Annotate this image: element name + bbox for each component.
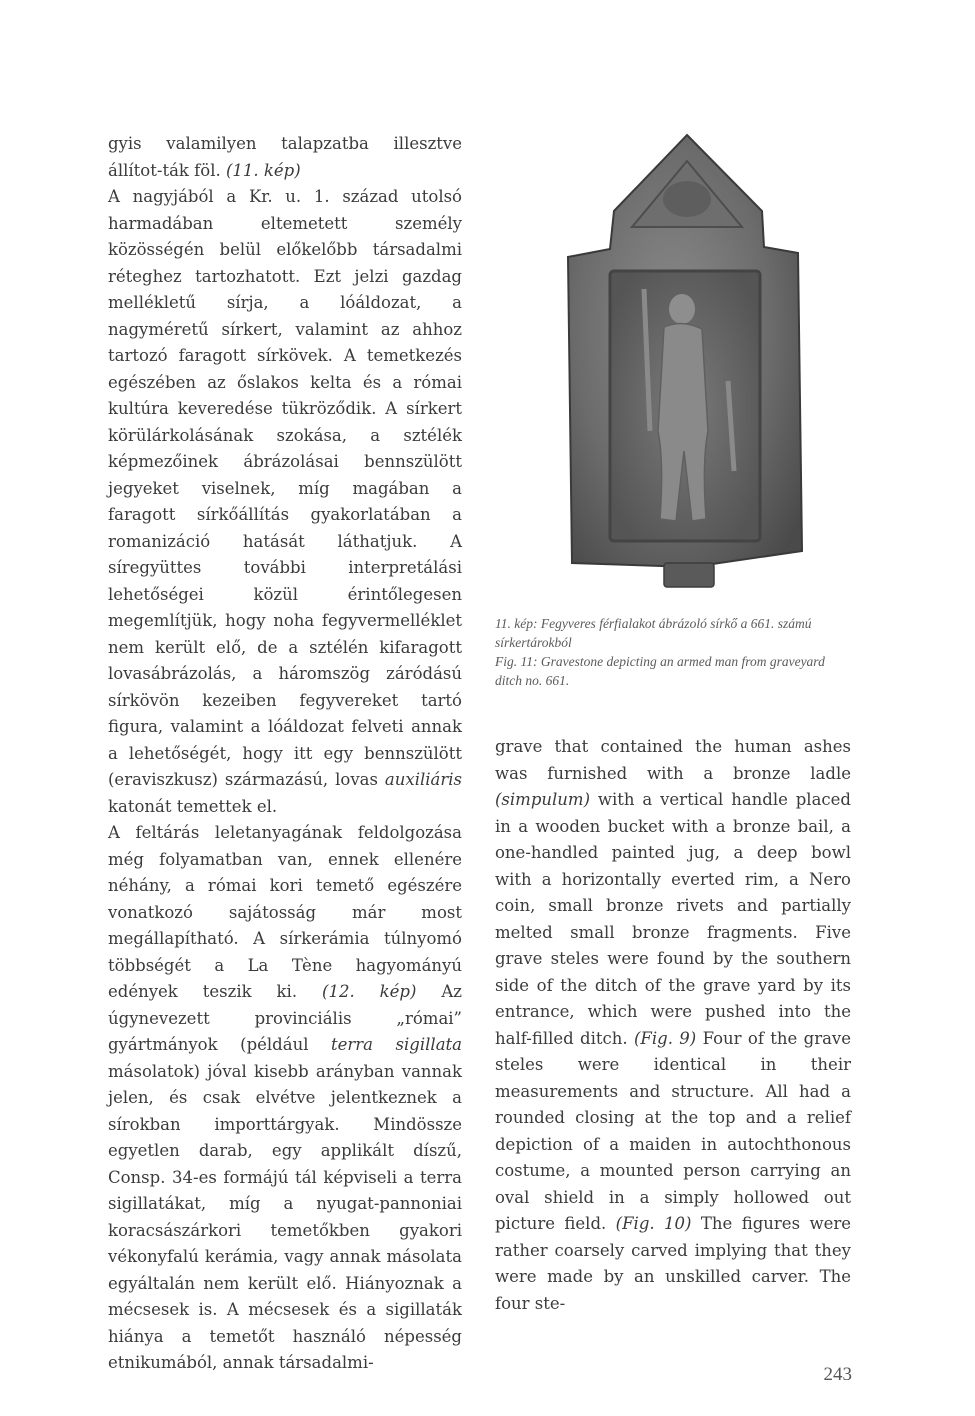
paragraph: A feltárás leletanyagának feldolgozása még folyamatban van, ennek ellenére néhány, a római kori temető egészére vonatkozó sajátosság már most megállapítható. A sírkerámia túlnyomó többségét a La Tène hagyományú edények teszik ki. (12. kép) Az úgynevezett provinciális „római” gyártmányok (például terra sigillata másolatok) jóval kisebb arányban vannak jelen, és csak elvétve jelentkeznek a sírokban importtárgyak. Mindössze egyetlen darab, egy applikált díszű, Consp. 34-es formájú tál képviseli a terra sigillatákat, míg a nyugat-pannoniai koracsászárkori temetőkben gyakori vékonyfalú kerámia, vagy annak másolata egyáltalán nem került elő. Hiányoznak a mécsesek is. A mécsesek és a sigillaták hiánya a temetőt használó népesség etnikumából, annak társadalmi-: [108, 823, 463, 1372]
left-column: [108, 131, 462, 1377]
paragraph: A nagyjából a Kr. u. 1. század utolsó harmadában eltemetett személy közösségén belül előkelőbb társadalmi réteghez tartozhatott. Ezt jelzi gazdag mellékletű sírja, a lóáldozat, a nagyméretű sírkert, valamint az ahhoz tartozó faragott sírkövek. A temetkezés egészében az őslakos kelta és a római kultúra keveredése tükröződik. A sírkert körülárkolásának szokása, a sztélék képmezőinek ábrázolásai bennszülött jegyeket viselnek, míg magában a faragott sírkőállítás gyakorlatában a romanizáció hatását láthatjuk. A síregyüttes további interpretálási lehetőségei közül érintőlegesen megemlítjük, hogy noha fegyvermelléklet nem került elő, de a sztélén kifaragott lovasábrázolás, a háromszög záródású sírkövön kezeiben fegyvereket tartó figura, valamint a lóáldozat felveti annak a lehetőségét, hogy itt egy bennszülött (eraviszkusz) származású, lovas auxiliáris katonát temettek el.: [108, 187, 462, 816]
paragraph: grave that contained the human ashes was furnished with a bronze ladle (simpulum) with a vertical handle placed in a wooden bucket with a bronze bail, a one-handled painted jug, a deep bowl with a horizontally everted rim, a Nero coin, small bronze rivets and partially melted small bronze fragments. Five grave steles were found by the southern side of the ditch of the grave yard by its entrance, which were pushed into the half-filled ditch. (Fig. 9) Four of the grave steles were identical in their measurements and structure. All had a rounded closing at the top and a relief depiction of a maiden in autochthonous costume, a mounted person carrying an oval shield in a simply hollowed out picture field. (Fig. 10) The figures were rather coarsely carved implying that they were made by an unskilled carver. The four ste-: [495, 737, 852, 1313]
paragraph: gyis valamilyen talapzatba illesztve állítot-ták föl. (11. kép): [108, 134, 462, 180]
figure-caption: [495, 614, 850, 690]
caption-hungarian: 11. kép: Fegyveres férfialakot ábrázoló sírkő a 661. számú sírkertárokból: [495, 616, 812, 650]
right-column: [495, 734, 851, 1317]
page-number: 243: [823, 1364, 852, 1385]
gravestone-photo: [552, 131, 825, 593]
caption-english: Fig. 11: Gravestone depicting an armed man from graveyard ditch no. 661.: [495, 654, 825, 688]
